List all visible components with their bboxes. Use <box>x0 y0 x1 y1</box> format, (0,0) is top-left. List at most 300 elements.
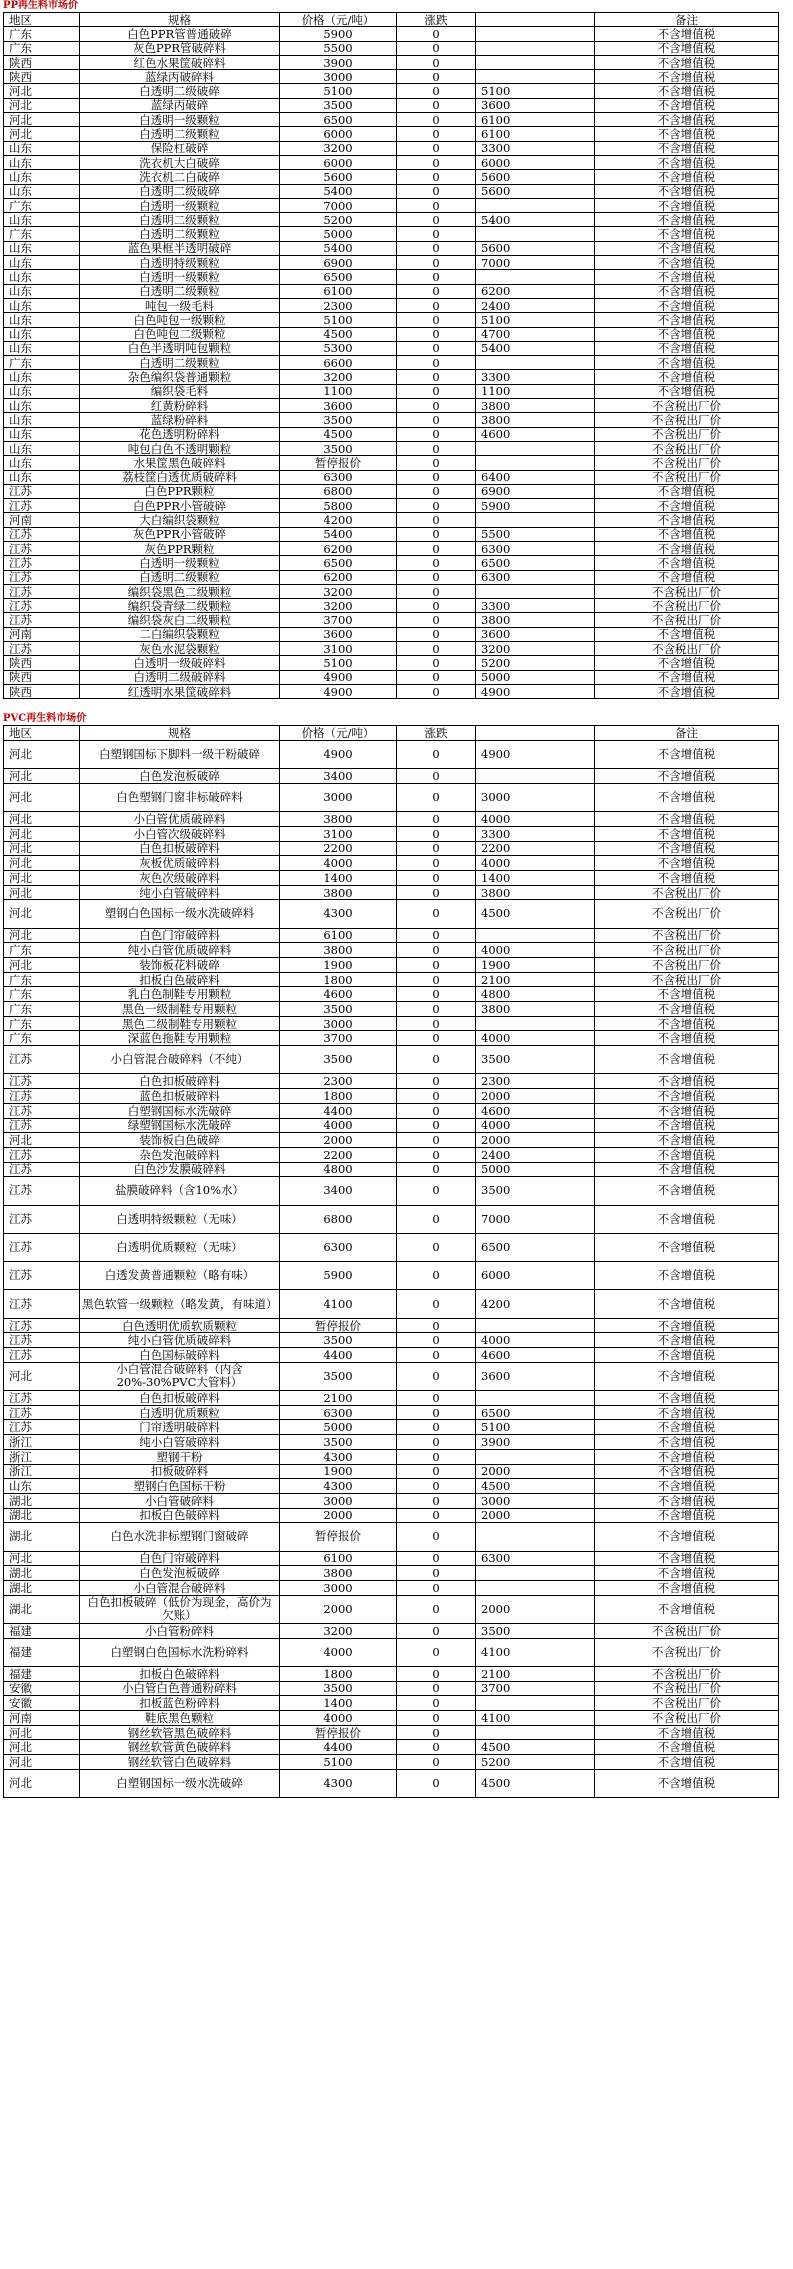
table-row <box>4 356 779 370</box>
region-cell: 陕西 <box>4 670 80 684</box>
table-row <box>4 1566 779 1581</box>
change-cell: 0 <box>397 570 476 584</box>
note-cell: 不含税出厂价 <box>595 972 779 987</box>
table-row <box>4 284 779 298</box>
note-cell: 不含增值税 <box>595 1205 779 1233</box>
note-cell: 不含税出厂价 <box>595 1696 779 1711</box>
change-cell: 0 <box>397 769 476 784</box>
spec-cell: 花色透明粉碎料 <box>80 427 280 441</box>
header-price-cell: 价格（元/吨） <box>280 13 397 27</box>
alt-price-cell: 4600 <box>476 1103 595 1118</box>
note-cell: 不含税出厂价 <box>595 958 779 973</box>
region-cell: 江苏 <box>4 642 80 656</box>
alt-price-cell: 3800 <box>476 413 595 427</box>
alt-price-cell: 1100 <box>476 384 595 398</box>
note-cell: 不含增值税 <box>595 527 779 541</box>
note-cell: 不含增值税 <box>595 1435 779 1450</box>
spec-cell: 白塑钢白色国标水洗粉碎料 <box>80 1638 280 1666</box>
region-cell: 山东 <box>4 413 80 427</box>
spec-cell: 白色沙发膜破碎料 <box>80 1162 280 1177</box>
price-cell: 5900 <box>280 1262 397 1290</box>
note-cell: 不含增值税 <box>595 1002 779 1017</box>
table-row <box>4 127 779 141</box>
region-cell: 河北 <box>4 1725 80 1740</box>
table-row <box>4 1493 779 1508</box>
table-row <box>4 1147 779 1162</box>
region-cell: 江苏 <box>4 541 80 555</box>
spec-cell: 编织袋毛料 <box>80 384 280 398</box>
table-row <box>4 41 779 55</box>
region-cell: 河北 <box>4 1740 80 1755</box>
table-row <box>4 556 779 570</box>
note-cell: 不含税出厂价 <box>595 928 779 943</box>
price-cell: 暂停报价 <box>280 1318 397 1333</box>
alt-price-cell: 5100 <box>476 1420 595 1435</box>
change-cell: 0 <box>397 1566 476 1581</box>
spec-cell: 小白管混合破碎料 <box>80 1580 280 1595</box>
alt-price-cell: 3600 <box>476 627 595 641</box>
note-cell: 不含税出厂价 <box>595 584 779 598</box>
region-cell: 山东 <box>4 441 80 455</box>
note-cell: 不含增值税 <box>595 1233 779 1261</box>
note-cell: 不含增值税 <box>595 1074 779 1089</box>
note-cell: 不含增值税 <box>595 256 779 270</box>
table-row <box>4 1710 779 1725</box>
spec-cell: 黑色一级制鞋专用颗粒 <box>80 1002 280 1017</box>
price-cell: 2000 <box>280 1508 397 1523</box>
table-row <box>4 484 779 498</box>
table-row <box>4 656 779 670</box>
spec-cell: 编织袋黑色二级颗粒 <box>80 584 280 598</box>
alt-price-cell <box>476 584 595 598</box>
alt-price-cell: 3300 <box>476 826 595 841</box>
alt-price-cell: 6400 <box>476 470 595 484</box>
note-cell: 不含增值税 <box>595 241 779 255</box>
change-cell: 0 <box>397 972 476 987</box>
change-cell: 0 <box>397 527 476 541</box>
spec-cell: 蓝色扣板破碎料 <box>80 1089 280 1104</box>
price-cell: 5300 <box>280 341 397 355</box>
alt-price-cell: 3000 <box>476 1493 595 1508</box>
note-cell: 不含增值税 <box>595 1318 779 1333</box>
table-row <box>4 198 779 212</box>
note-cell: 不含增值税 <box>595 1162 779 1177</box>
alt-price-cell <box>476 1318 595 1333</box>
change-cell: 0 <box>397 1464 476 1479</box>
price-cell: 3600 <box>280 399 397 413</box>
alt-price-cell: 3800 <box>476 885 595 900</box>
alt-price-cell: 4500 <box>476 1740 595 1755</box>
spec-cell: 黑色软管一级颗粒（略发黄，有味道） <box>80 1290 280 1318</box>
price-cell: 6800 <box>280 1205 397 1233</box>
table-row <box>4 812 779 827</box>
change-cell: 0 <box>397 499 476 513</box>
change-cell: 0 <box>397 1016 476 1031</box>
alt-price-cell <box>476 1725 595 1740</box>
change-cell: 0 <box>397 170 476 184</box>
alt-price-cell: 4600 <box>476 427 595 441</box>
price-cell: 1800 <box>280 972 397 987</box>
table-row <box>4 1666 779 1681</box>
price-cell: 3000 <box>280 1493 397 1508</box>
table-row <box>4 113 779 127</box>
region-cell: 河北 <box>4 900 80 928</box>
note-cell: 不含税出厂价 <box>595 1681 779 1696</box>
table-row <box>4 313 779 327</box>
alt-price-cell: 4500 <box>476 900 595 928</box>
region-cell: 浙江 <box>4 1435 80 1450</box>
change-cell: 0 <box>397 370 476 384</box>
change-cell: 0 <box>397 1233 476 1261</box>
price-cell: 2000 <box>280 1595 397 1623</box>
pvc-price-table <box>3 725 779 1798</box>
alt-price-cell: 4900 <box>476 740 595 768</box>
region-cell: 山东 <box>4 1479 80 1494</box>
spec-cell: 荔枝筐白透优质破碎料 <box>80 470 280 484</box>
change-cell: 0 <box>397 1551 476 1566</box>
spec-cell: 白透明特级颗粒 <box>80 256 280 270</box>
change-cell: 0 <box>397 470 476 484</box>
alt-price-cell: 2000 <box>476 1133 595 1148</box>
note-cell: 不含税出厂价 <box>595 456 779 470</box>
table-row <box>4 1002 779 1017</box>
region-cell: 山东 <box>4 470 80 484</box>
alt-price-cell: 3800 <box>476 399 595 413</box>
change-cell: 0 <box>397 27 476 41</box>
spec-cell: 白色扣板破碎料 <box>80 1074 280 1089</box>
price-cell: 6100 <box>280 928 397 943</box>
header-region-cell: 地区 <box>4 726 80 741</box>
table-row <box>4 1623 779 1638</box>
region-cell: 山东 <box>4 341 80 355</box>
note-cell: 不含税出厂价 <box>595 885 779 900</box>
region-cell: 河北 <box>4 740 80 768</box>
region-cell: 河北 <box>4 113 80 127</box>
spec-cell: 白色发泡板破碎 <box>80 1566 280 1581</box>
table-row <box>4 1449 779 1464</box>
spec-cell: 小白管白色普通粉碎料 <box>80 1681 280 1696</box>
note-cell: 不含增值税 <box>595 227 779 241</box>
change-cell: 0 <box>397 1290 476 1318</box>
price-cell: 4900 <box>280 684 397 698</box>
alt-price-cell <box>476 1523 595 1551</box>
alt-price-cell: 2000 <box>476 1508 595 1523</box>
table-row <box>4 1290 779 1318</box>
alt-price-cell <box>476 70 595 84</box>
pvc-section-title: PVC再生料市场价 <box>3 713 87 725</box>
change-cell: 0 <box>397 556 476 570</box>
change-cell: 0 <box>397 670 476 684</box>
spec-cell: 蓝绿丙破碎料 <box>80 70 280 84</box>
note-cell: 不含税出厂价 <box>595 1638 779 1666</box>
table-row <box>4 1740 779 1755</box>
alt-price-cell: 6300 <box>476 1551 595 1566</box>
region-cell: 广东 <box>4 1016 80 1031</box>
spec-cell: 吨包一级毛料 <box>80 298 280 312</box>
price-cell: 3700 <box>280 1031 397 1046</box>
change-cell: 0 <box>397 513 476 527</box>
change-cell: 0 <box>397 1435 476 1450</box>
price-cell: 5100 <box>280 1755 397 1770</box>
alt-price-cell: 3800 <box>476 1002 595 1017</box>
region-cell: 河南 <box>4 627 80 641</box>
table-row <box>4 613 779 627</box>
note-cell: 不含增值税 <box>595 1362 779 1390</box>
spec-cell: 白透明二级颗粒 <box>80 284 280 298</box>
change-cell: 0 <box>397 1405 476 1420</box>
price-cell: 3600 <box>280 627 397 641</box>
price-cell: 4800 <box>280 1162 397 1177</box>
region-cell: 山东 <box>4 427 80 441</box>
spec-cell: 白透明二级破碎 <box>80 184 280 198</box>
change-cell: 0 <box>397 284 476 298</box>
spec-cell: 白塑钢国标下脚料一级干粉破碎 <box>80 740 280 768</box>
alt-price-cell: 3600 <box>476 1362 595 1390</box>
region-cell: 湖北 <box>4 1595 80 1623</box>
spec-cell: 灰色PPR小管破碎 <box>80 527 280 541</box>
table-row <box>4 1523 779 1551</box>
spec-cell: 小白管次级破碎料 <box>80 826 280 841</box>
pp-price-table <box>3 12 779 699</box>
region-cell: 江苏 <box>4 1333 80 1348</box>
alt-price-cell: 5900 <box>476 499 595 513</box>
alt-price-cell: 5600 <box>476 170 595 184</box>
spec-cell: 吨包白色不透明颗粒 <box>80 441 280 455</box>
region-cell: 河北 <box>4 783 80 811</box>
region-cell: 河北 <box>4 826 80 841</box>
spec-cell: 保险杠破碎 <box>80 141 280 155</box>
alt-price-cell: 4000 <box>476 1333 595 1348</box>
alt-price-cell: 4500 <box>476 1769 595 1797</box>
price-cell: 6300 <box>280 1233 397 1261</box>
region-cell: 河北 <box>4 812 80 827</box>
price-cell: 7000 <box>280 198 397 212</box>
table-row <box>4 55 779 69</box>
alt-price-cell: 5100 <box>476 313 595 327</box>
note-cell: 不含增值税 <box>595 1177 779 1205</box>
price-cell: 3500 <box>280 441 397 455</box>
spec-cell: 门帘透明破碎料 <box>80 1420 280 1435</box>
spec-cell: 钢丝软管黑色破碎料 <box>80 1725 280 1740</box>
table-row <box>4 1479 779 1494</box>
region-cell: 山东 <box>4 370 80 384</box>
alt-price-cell: 4000 <box>476 1118 595 1133</box>
alt-price-cell: 4500 <box>476 1479 595 1494</box>
region-cell: 河北 <box>4 1755 80 1770</box>
header-change-cell: 涨跌 <box>397 13 476 27</box>
change-cell: 0 <box>397 141 476 155</box>
note-cell: 不含增值税 <box>595 783 779 811</box>
region-cell: 河北 <box>4 885 80 900</box>
price-cell: 6300 <box>280 1405 397 1420</box>
alt-price-cell: 2000 <box>476 1595 595 1623</box>
change-cell: 0 <box>397 241 476 255</box>
header-price-cell: 价格（元/吨） <box>280 726 397 741</box>
note-cell: 不含增值税 <box>595 513 779 527</box>
spec-cell: 钢丝软管白色破碎料 <box>80 1755 280 1770</box>
change-cell: 0 <box>397 55 476 69</box>
note-cell: 不含增值税 <box>595 484 779 498</box>
price-cell: 5000 <box>280 1420 397 1435</box>
alt-price-cell: 4600 <box>476 1348 595 1363</box>
change-cell: 0 <box>397 1420 476 1435</box>
change-cell: 0 <box>397 783 476 811</box>
price-cell: 5900 <box>280 27 397 41</box>
price-cell: 暂停报价 <box>280 456 397 470</box>
spec-cell: 小白管破碎料 <box>80 1493 280 1508</box>
spec-cell: 白透明一级颗粒 <box>80 113 280 127</box>
alt-price-cell <box>476 1566 595 1581</box>
region-cell: 广东 <box>4 987 80 1002</box>
change-cell: 0 <box>397 298 476 312</box>
region-cell: 江苏 <box>4 1205 80 1233</box>
table-row <box>4 1205 779 1233</box>
note-cell: 不含增值税 <box>595 298 779 312</box>
region-cell: 江苏 <box>4 1074 80 1089</box>
table-row <box>4 427 779 441</box>
note-cell: 不含增值税 <box>595 41 779 55</box>
alt-price-cell: 4200 <box>476 1290 595 1318</box>
change-cell: 0 <box>397 1449 476 1464</box>
change-cell: 0 <box>397 1696 476 1711</box>
price-cell: 6500 <box>280 270 397 284</box>
price-cell: 5500 <box>280 41 397 55</box>
table-row <box>4 943 779 958</box>
table-row <box>4 141 779 155</box>
price-cell: 4000 <box>280 1638 397 1666</box>
spec-cell: 白透明一级颗粒 <box>80 556 280 570</box>
alt-price-cell: 3500 <box>476 1046 595 1074</box>
alt-price-cell: 5400 <box>476 341 595 355</box>
table-row <box>4 958 779 973</box>
change-cell: 0 <box>397 227 476 241</box>
table-row <box>4 527 779 541</box>
region-cell: 江苏 <box>4 599 80 613</box>
alt-price-cell <box>476 513 595 527</box>
alt-price-cell: 2400 <box>476 298 595 312</box>
region-cell: 安徽 <box>4 1696 80 1711</box>
change-cell: 0 <box>397 1046 476 1074</box>
note-cell: 不含增值税 <box>595 98 779 112</box>
change-cell: 0 <box>397 84 476 98</box>
region-cell: 湖北 <box>4 1493 80 1508</box>
change-cell: 0 <box>397 1348 476 1363</box>
region-cell: 河北 <box>4 958 80 973</box>
alt-price-cell: 2000 <box>476 1464 595 1479</box>
price-cell: 3800 <box>280 812 397 827</box>
region-cell: 广东 <box>4 227 80 241</box>
spec-cell: 白色PPR颗粒 <box>80 484 280 498</box>
spec-cell: 塑钢干粉 <box>80 1449 280 1464</box>
change-cell: 0 <box>397 928 476 943</box>
note-cell: 不含增值税 <box>595 1391 779 1406</box>
region-cell: 广东 <box>4 198 80 212</box>
spec-cell: 扣板白色破碎料 <box>80 1666 280 1681</box>
price-cell: 2300 <box>280 1074 397 1089</box>
change-cell: 0 <box>397 1118 476 1133</box>
header-alt-price-cell <box>476 726 595 741</box>
header-alt-price-cell <box>476 13 595 27</box>
note-cell: 不含增值税 <box>595 113 779 127</box>
change-cell: 0 <box>397 1147 476 1162</box>
table-row <box>4 1755 779 1770</box>
table-row <box>4 856 779 871</box>
note-cell: 不含增值税 <box>595 55 779 69</box>
spec-cell: 白色吨包二级颗粒 <box>80 327 280 341</box>
alt-price-cell: 5200 <box>476 656 595 670</box>
price-cell: 1900 <box>280 958 397 973</box>
change-cell: 0 <box>397 270 476 284</box>
spec-cell: 黑色二级制鞋专用颗粒 <box>80 1016 280 1031</box>
region-cell: 山东 <box>4 399 80 413</box>
change-cell: 0 <box>397 1074 476 1089</box>
alt-price-cell <box>476 1391 595 1406</box>
table-row <box>4 1391 779 1406</box>
region-cell: 山东 <box>4 155 80 169</box>
spec-cell: 白色门帘破碎料 <box>80 928 280 943</box>
change-cell: 0 <box>397 1769 476 1797</box>
spec-cell: 白透明优质颗粒 <box>80 1405 280 1420</box>
table-row <box>4 1262 779 1290</box>
header-spec-cell: 规格 <box>80 726 280 741</box>
region-cell: 河北 <box>4 1362 80 1390</box>
note-cell: 不含增值税 <box>595 370 779 384</box>
note-cell: 不含税出厂价 <box>595 943 779 958</box>
change-cell: 0 <box>397 341 476 355</box>
region-cell: 河南 <box>4 1710 80 1725</box>
note-cell: 不含税出厂价 <box>595 1666 779 1681</box>
change-cell: 0 <box>397 1333 476 1348</box>
table-row <box>4 1696 779 1711</box>
change-cell: 0 <box>397 1755 476 1770</box>
region-cell: 江苏 <box>4 1177 80 1205</box>
region-cell: 江苏 <box>4 1046 80 1074</box>
pp-section <box>0 0 793 699</box>
change-cell: 0 <box>397 826 476 841</box>
table-row <box>4 670 779 684</box>
price-cell: 5000 <box>280 227 397 241</box>
change-cell: 0 <box>397 1580 476 1595</box>
spec-cell: 灰板优质破碎料 <box>80 856 280 871</box>
alt-price-cell: 5600 <box>476 184 595 198</box>
region-cell: 河北 <box>4 841 80 856</box>
spec-cell: 灰色次级破碎料 <box>80 870 280 885</box>
price-cell: 6500 <box>280 556 397 570</box>
alt-price-cell: 2100 <box>476 972 595 987</box>
region-cell: 江苏 <box>4 1391 80 1406</box>
price-cell: 5100 <box>280 84 397 98</box>
price-cell: 3200 <box>280 599 397 613</box>
spec-cell: 白色吨包一级颗粒 <box>80 313 280 327</box>
note-cell: 不含增值税 <box>595 1118 779 1133</box>
table-row <box>4 1177 779 1205</box>
note-cell: 不含增值税 <box>595 1449 779 1464</box>
table-row <box>4 170 779 184</box>
region-cell: 江苏 <box>4 584 80 598</box>
alt-price-cell: 5000 <box>476 1162 595 1177</box>
note-cell: 不含增值税 <box>595 541 779 555</box>
price-cell: 6000 <box>280 127 397 141</box>
table-row <box>4 1348 779 1363</box>
region-cell: 河北 <box>4 769 80 784</box>
price-cell: 3500 <box>280 1435 397 1450</box>
spec-cell: 灰色PPR管破碎料 <box>80 41 280 55</box>
price-cell: 4300 <box>280 1449 397 1464</box>
table-row <box>4 1362 779 1390</box>
note-cell: 不含增值税 <box>595 856 779 871</box>
table-row <box>4 570 779 584</box>
alt-price-cell: 3500 <box>476 1177 595 1205</box>
